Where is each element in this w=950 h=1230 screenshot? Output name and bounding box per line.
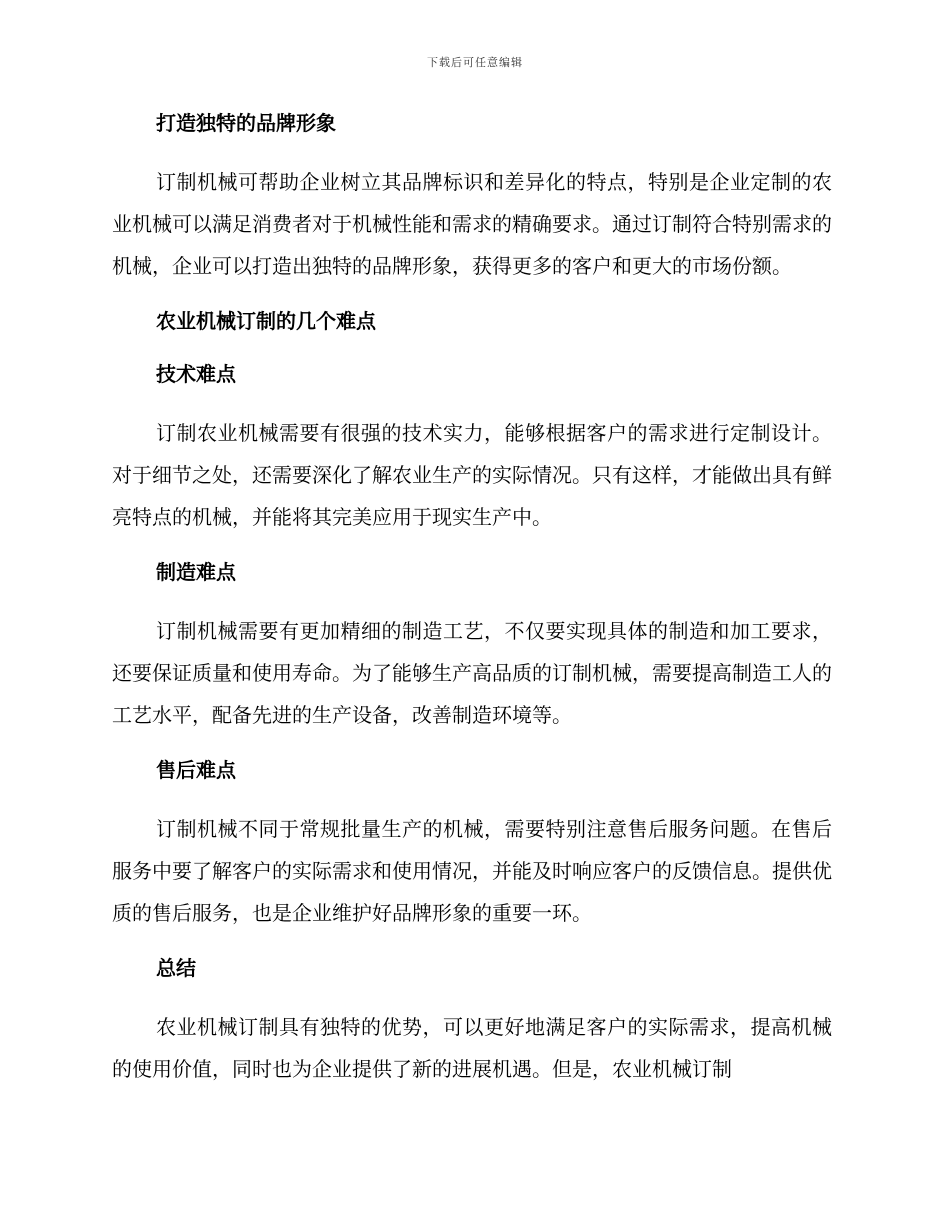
section-paragraph-manufacturing: 订制机械需要有更加精细的制造工艺，不仅要实现具体的制造和加工要求，还要保证质量和使用寿命。为了能够生产高品质的订制机械，需要提高制造工人的工艺水平，配备先进的生产设备，改善制造环境等。	[112, 619, 832, 727]
section-heading-technical: 技术难点	[156, 362, 236, 386]
section-heading-brand-image: 打造独特的品牌形象	[156, 111, 336, 135]
document-body	[112, 108, 832, 1109]
section-heading-difficulties: 农业机械订制的几个难点	[156, 309, 376, 333]
section-heading-manufacturing: 制造难点	[156, 560, 236, 584]
section-heading-after-sales: 售后难点	[156, 758, 236, 782]
section-paragraph-after-sales: 订制机械不同于常规批量生产的机械，需要特别注意售后服务问题。在售后服务中要了解客户的实际需求和使用情况，并能及时响应客户的反馈信息。提供优质的售后服务，也是企业维护好品牌形象的重要一环。	[112, 817, 832, 925]
section-heading-summary: 总结	[156, 956, 196, 980]
page-header-note: 下载后可任意编辑	[427, 56, 523, 69]
section-paragraph-technical: 订制农业机械需要有很强的技术实力，能够根据客户的需求进行定制设计。对于细节之处，还需要深化了解农业生产的实际情况。只有这样，才能做出具有鲜亮特点的机械，并能将其完美应用于现实生产中。	[112, 421, 832, 529]
section-paragraph-brand-image: 订制机械可帮助企业树立其品牌标识和差异化的特点，特别是企业定制的农业机械可以满足消费者对于机械性能和需求的精确要求。通过订制符合特别需求的机械，企业可以打造出独特的品牌形象，获得更多的客户和更大的市场份额。	[112, 170, 832, 278]
section-paragraph-summary: 农业机械订制具有独特的优势，可以更好地满足客户的实际需求，提高机械的使用价值，同时也为企业提供了新的进展机遇。但是，农业机械订制	[112, 1015, 832, 1081]
